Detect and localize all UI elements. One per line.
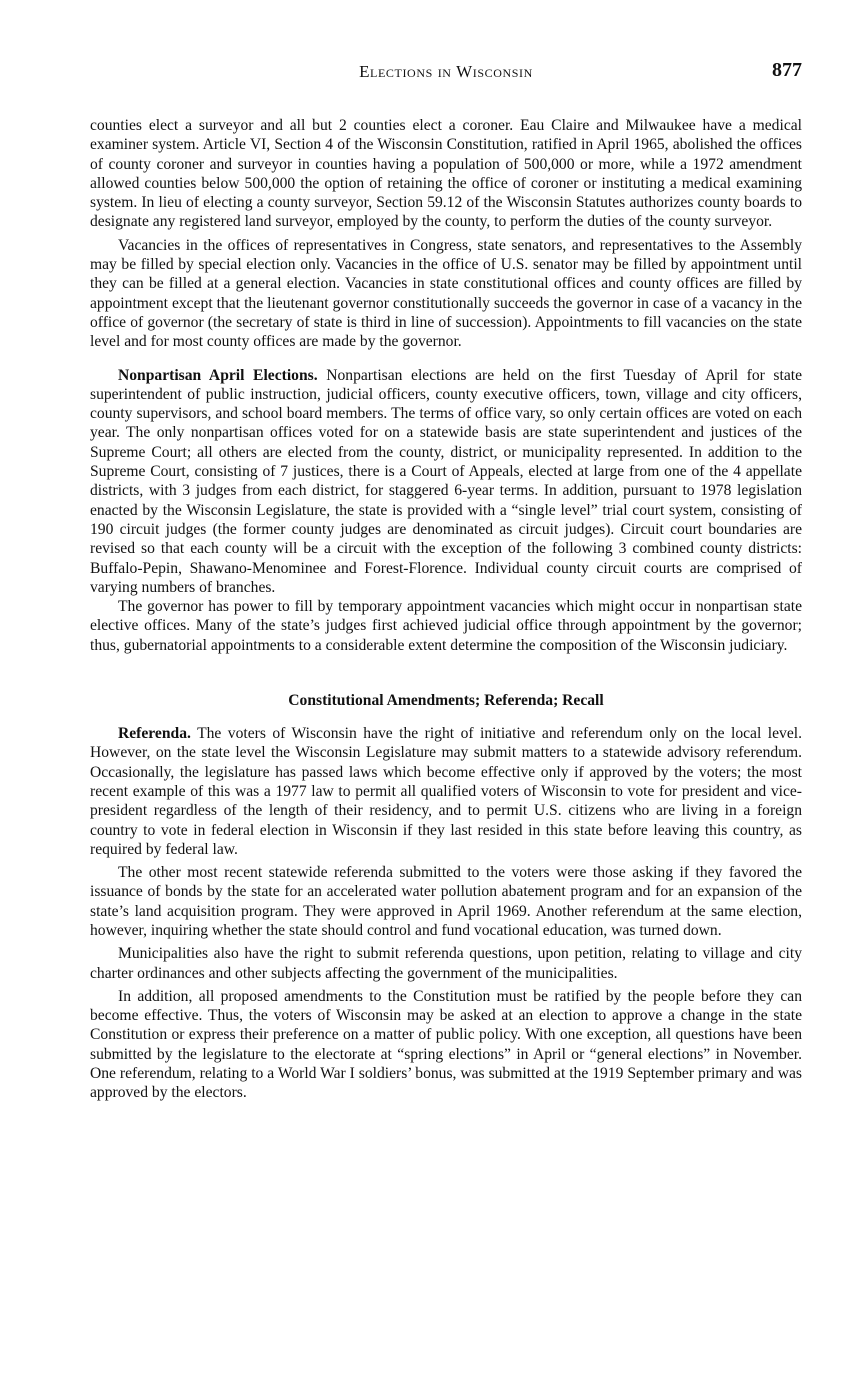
- paragraph-text: The voters of Wisconsin have the right of initiative and referendum only on the local level. However, on the state level the Wisconsin Legislature may submit matters to a statewide advisory referendum. Occasionally, the legislature has passed laws which become effective only if approved by the voters; the most recent example of this was a 1977 law to permit all qualified voters of Wisconsin to vote for president and vice-president regardless of the length of their residency, and to permit U.S. citizens who are living in a foreign country to vote in federal election in Wisconsin if they last resided in this state before leaving this country, as required by federal law.: [90, 725, 802, 858]
- section-heading: Constitutional Amendments; Referenda; Recall: [288, 692, 604, 710]
- paragraph-text: Nonpartisan elections are held on the first Tuesday of April for state superintendent of public instruction, judicial officers, county executive officers, town, village and city officers, county supervisors, and school board members. The terms of office vary, so only certain offices are voted on each year. The only nonpartisan offices voted for on a statewide basis are state superintendent and justices of the Supreme Court; all others are elected from the county, district, or municipality represented. In addition to the Supreme Court, consisting of 7 justices, there is a Court of Appeals, elected at large from one of the 4 appellate districts, with 3 judges from each district, for staggered 6-year terms. In addition, pursuant to 1978 legislation enacted by the Wisconsin Legislature, the state is provided with a “single level” trial court system, consisting of 190 circuit judges (the former county judges are denominated as circuit judges). Circuit court boundaries are revised so that each county will be a circuit with the exception of the following 3 combined county districts: Buffalo-Pepin, Shawano-Menominee and Forest-Florence. Individual county circuit courts are comprised of varying numbers of branches.: [90, 366, 802, 596]
- paragraph-referenda: [90, 724, 802, 859]
- paragraph-constitutional-amendments: In addition, all proposed amendments to the Constitution must be ratified by the people before they can become effective. Thus, the voters of Wisconsin may be asked at an election to approve a change in the state Constitution or express their preference on a matter of public policy. With one exception, all questions have been submitted by the legislature to the electorate at “spring elections” in April or “general elections” in November. One referendum, relating to a World War I soldiers’ bonus, was submitted at the 1919 September primary and was approved by the electors.: [90, 987, 802, 1102]
- paragraph-governor-appointments: The governor has power to fill by temporary appointment vacancies which might occur in nonpartisan state elective offices. Many of the state’s judges first achieved judicial office through appointment by the governor; thus, gubernatorial appointments to a considerable extent determine the composition of the Wisconsin judiciary.: [90, 598, 802, 654]
- run-in-heading: Nonpartisan April Elections.: [118, 366, 318, 384]
- paragraph-vacancies: Vacancies in the offices of representatives in Congress, state senators, and representatives to the Assembly may be filled by special election only. Vacancies in the office of U.S. senator may be filled by appointment until they can be filled at a general election. Vacancies in state constitutional offices and county offices are filled by appointment except that the lieutenant governor constitutionally succeeds the governor in case of a vacancy in the office of governor (the secretary of state is third in line of succession). Appointments to fill vacancies on the state level and for most county offices are made by the governor.: [90, 236, 802, 351]
- running-header: [90, 0, 802, 80]
- paragraph-continued: counties elect a surveyor and all but 2 counties elect a coroner. Eau Claire and Milwaukee have a medical examiner system. Article VI, Section 4 of the Wisconsin Constitution, ratified in April 1965, abolished the offices of county coroner and surveyor in counties having a population of 500,000 or more, while a 1972 amendment allowed counties below 500,000 the option of retaining the office of coroner or instituting a medical examining system. In lieu of electing a county surveyor, Section 59.12 of the Wisconsin Statutes authorizes county boards to designate any registered land surveyor, employed by the county, to perform the duties of the county surveyor.: [90, 117, 802, 231]
- paragraph-nonpartisan-elections: [90, 366, 802, 598]
- run-in-heading: Referenda.: [118, 725, 191, 743]
- paragraph-municipal-referenda: Municipalities also have the right to submit referenda questions, upon petition, relating to village and city charter ordinances and other subjects affecting the government of the municipalities.: [90, 945, 802, 982]
- document-page: [90, 0, 802, 1102]
- running-title: Elections in Wisconsin: [359, 62, 533, 81]
- page-number: 877: [772, 59, 802, 81]
- paragraph-statewide-referenda: The other most recent statewide referenda submitted to the voters were those asking if they favored the issuance of bonds by the state for an accelerated water pollution abatement program and for an expansion of the state’s land acquisition program. They were approved in April 1969. Another referendum at the same election, however, inquiring whether the state should control and fund vocational education, was turned down.: [90, 864, 802, 939]
- body-text: [90, 116, 802, 1103]
